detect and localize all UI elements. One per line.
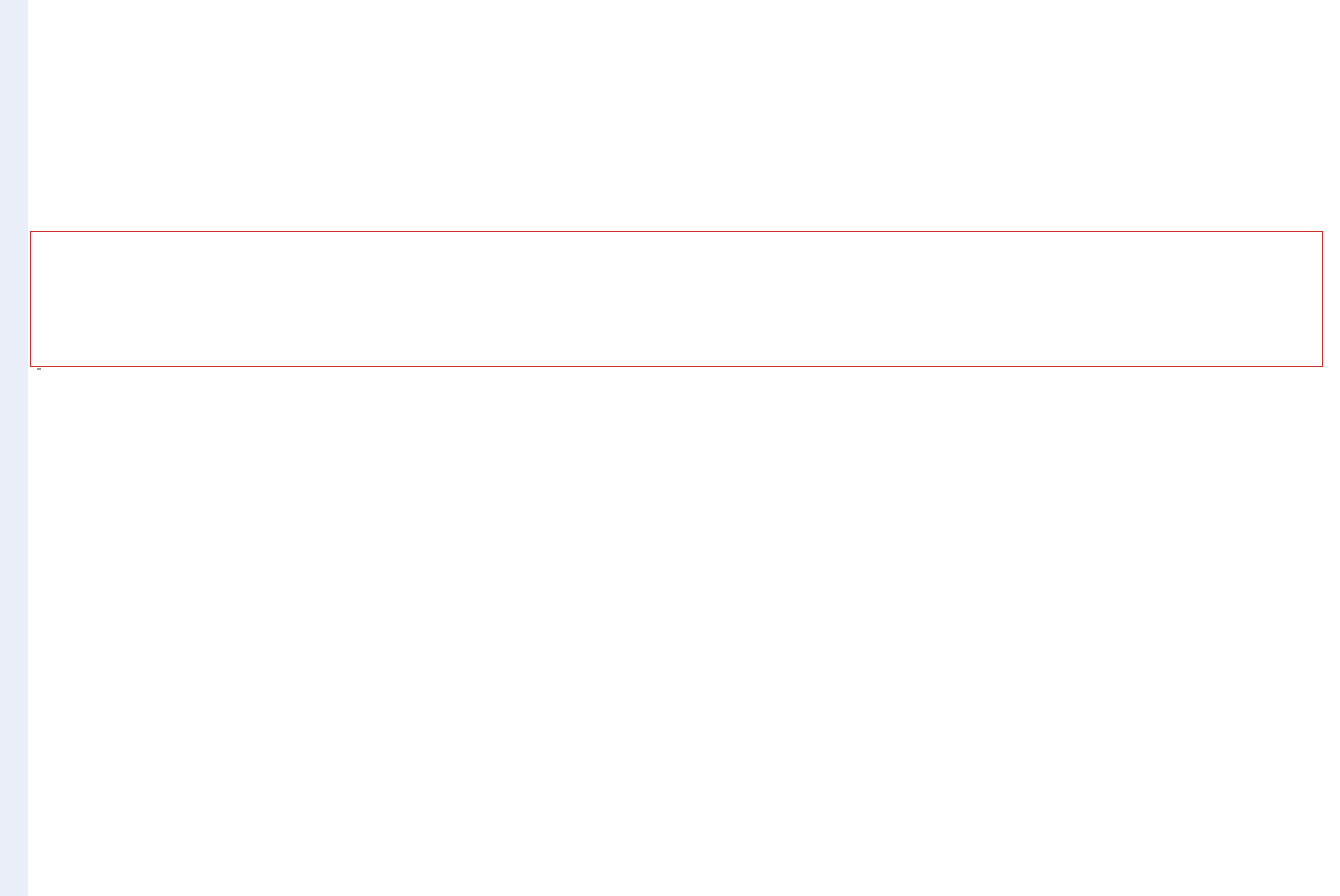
highlight-box bbox=[30, 231, 1323, 367]
row-code bbox=[37, 368, 41, 370]
document-page bbox=[28, 0, 1340, 896]
property-table bbox=[28, 0, 1340, 896]
